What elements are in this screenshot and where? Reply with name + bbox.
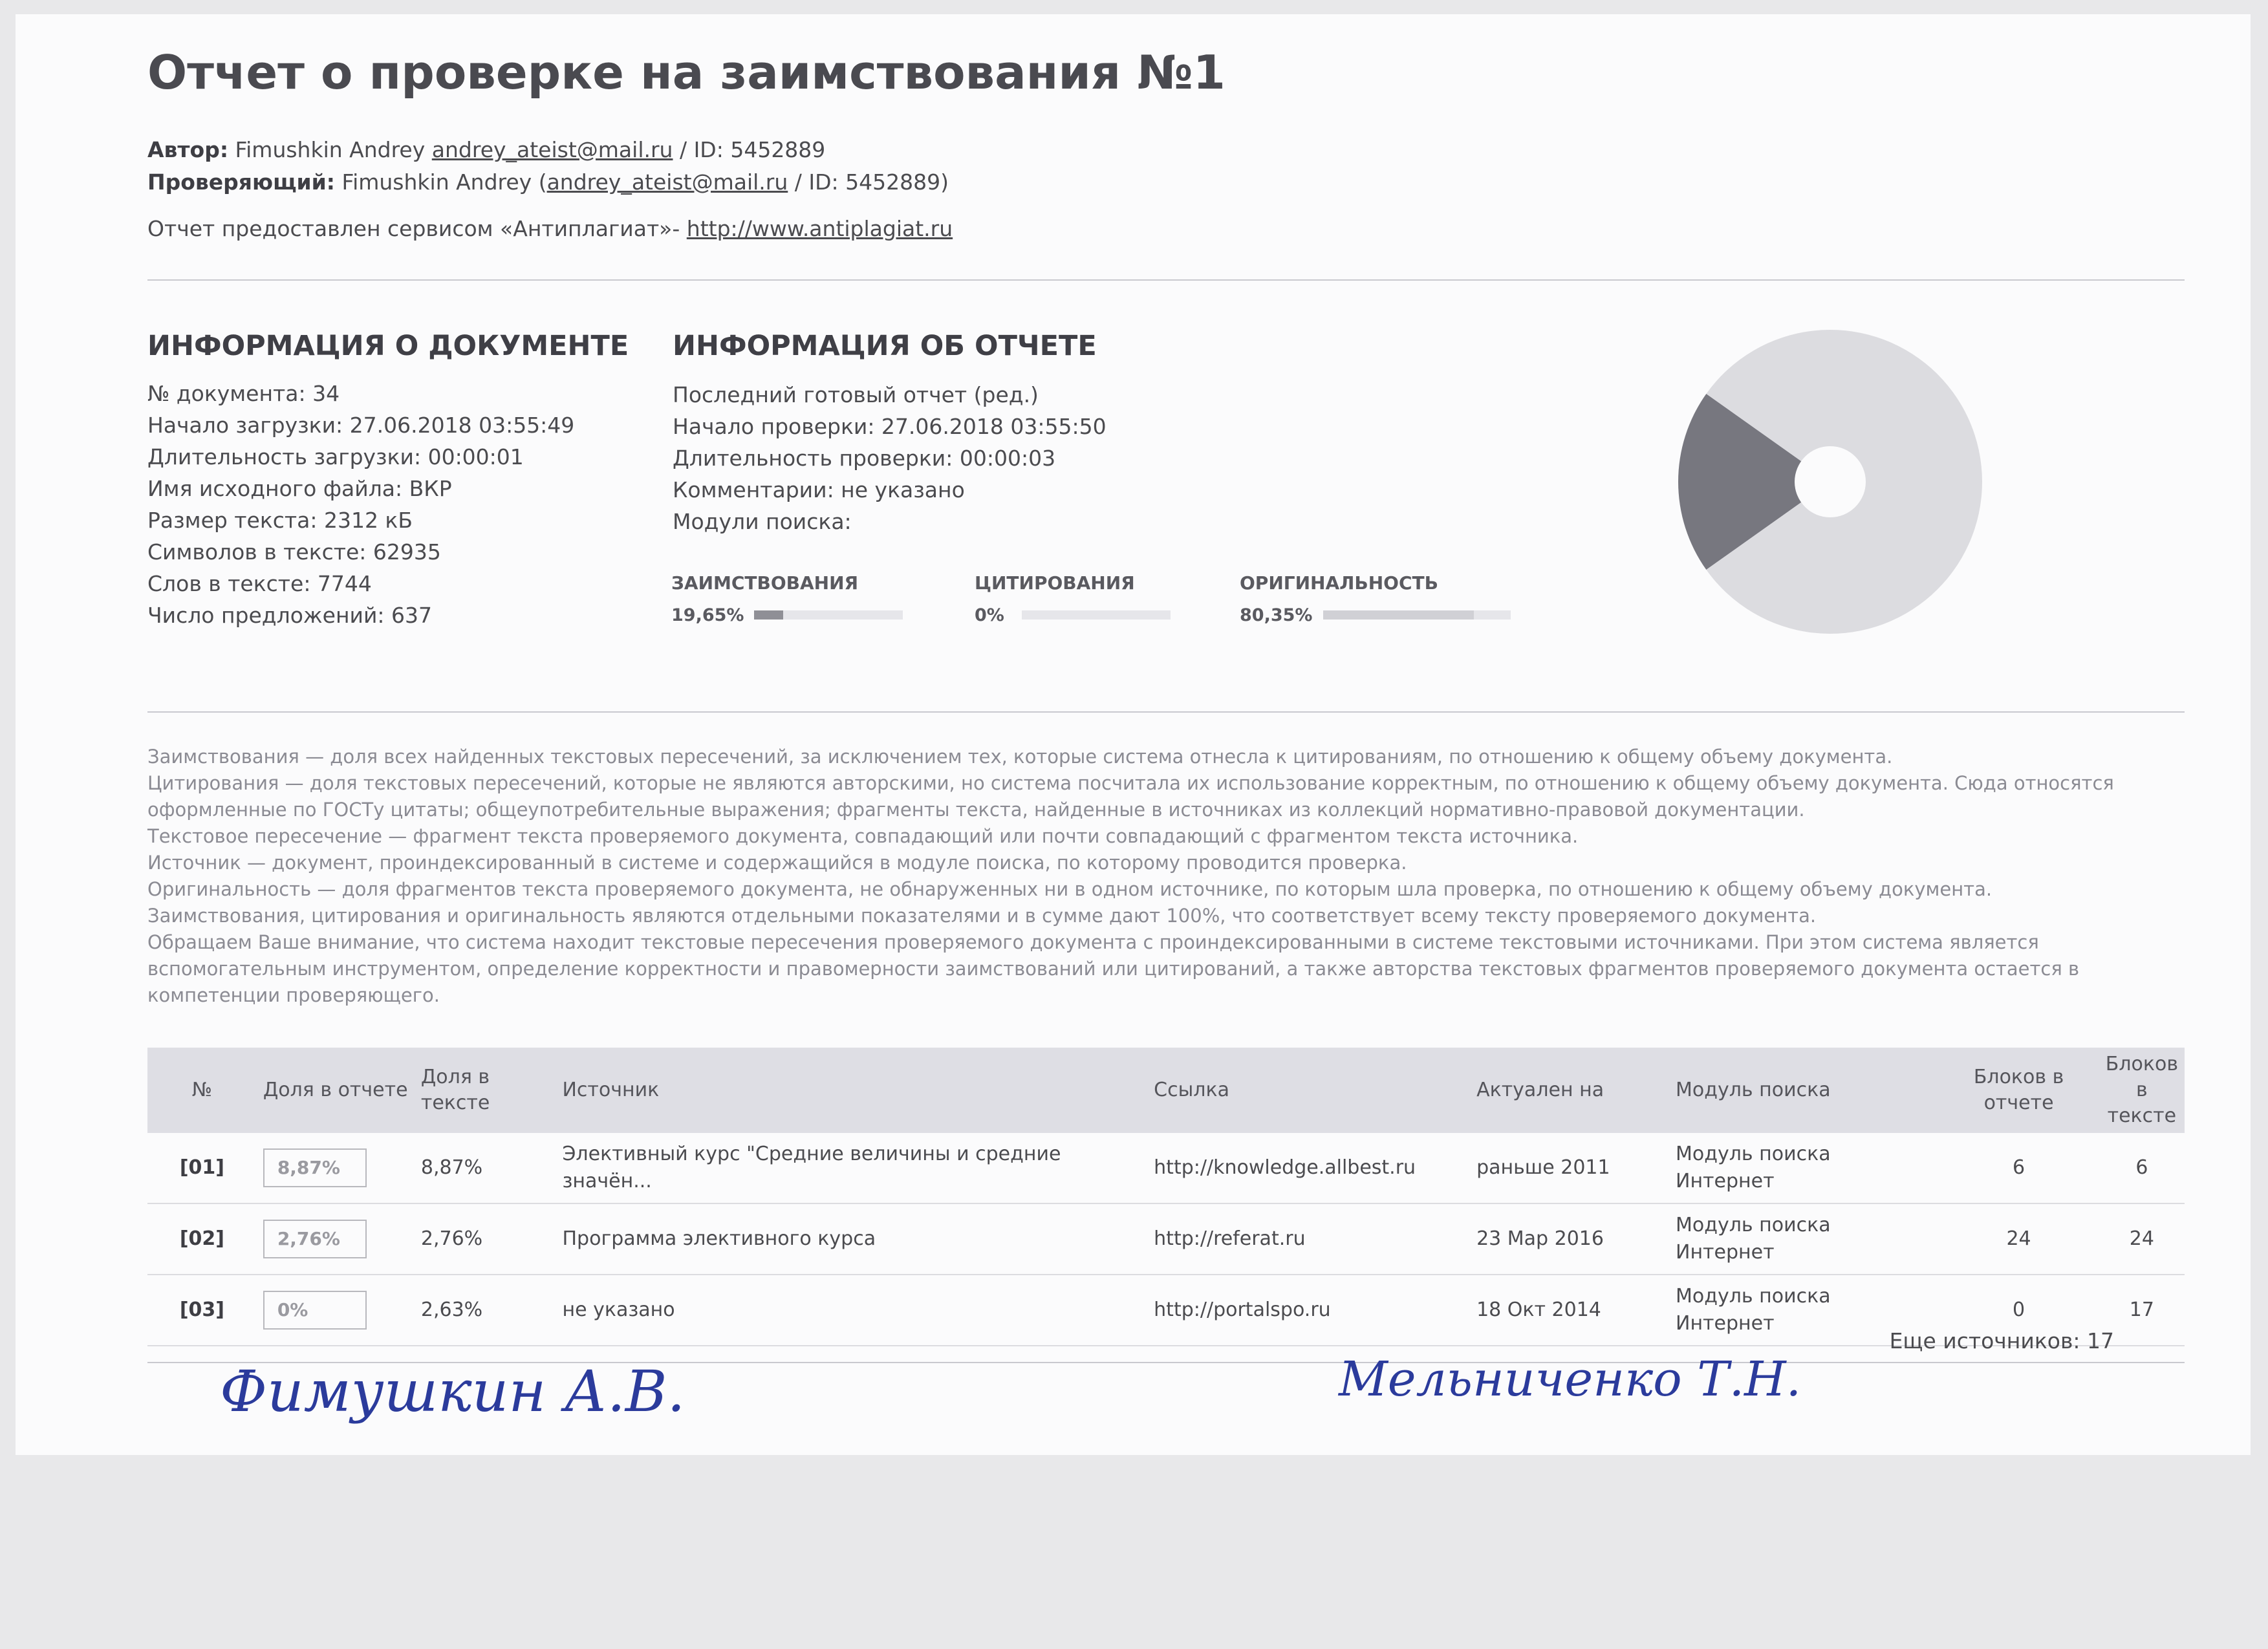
author-line [147,137,825,162]
more-sources-count: Еще источников: 17 [1889,1328,2114,1353]
definition-borrowing: Заимствования — доля всех найденных текстовых пересечений, за исключением тех, которые система отнесла к цитированиям, по отношению к общему объему документа. [147,746,1893,768]
row-num: [01] [147,1133,257,1203]
reviewer-label: Проверяющий: [147,169,335,195]
reviewer-line [147,169,949,195]
service-text: Отчет предоставлен сервисом «Антиплагиат»- [147,216,680,241]
row-blocks-report: 6 [1938,1133,2099,1203]
row-blocks-text: 24 [2099,1203,2185,1275]
doc-info-line: Слов в тексте: 7744 [147,571,372,596]
report-info-list [673,379,1107,537]
definition-sum: Заимствования, цитирования и оригинальность являются отдельными показателями и в сумме дают 100%, что соответствует всему тексту проверяемого документа. [147,905,1817,927]
row-share-report [257,1133,415,1203]
report-info-line: Начало проверки: 27.06.2018 03:55:50 [673,414,1107,439]
row-date: 23 Мар 2016 [1470,1203,1669,1275]
doc-info-line: Размер текста: 2312 кБ [147,508,413,533]
doc-info-heading: ИНФОРМАЦИЯ О ДОКУМЕНТЕ [147,330,629,362]
originality-donut-chart [1669,323,1992,640]
row-date: 18 Окт 2014 [1470,1275,1669,1346]
row-num: [02] [147,1203,257,1275]
definitions-block [147,744,2185,1009]
row-source: Программа элективного курса [556,1203,1147,1275]
row-share-text: 2,63% [415,1275,556,1346]
row-blocks-text: 6 [2099,1133,2185,1203]
row-module: Модуль поиска Интернет [1669,1275,1938,1346]
definition-overlap: Текстовое пересечение — фрагмент текста проверяемого документа, совпадающий или почти совпадающий с фрагментом текста источника. [147,825,1579,847]
table-row[interactable] [147,1133,2185,1203]
col-header-date: Актуален на [1470,1048,1669,1133]
share-report-box: 2,76% [263,1220,367,1258]
row-blocks-text: 17 [2099,1275,2185,1346]
metric-citation-bar [1022,610,1171,620]
metric-borrowing-label: ЗАИМСТВОВАНИЯ [671,572,859,594]
doc-info-line: Символов в тексте: 62935 [147,539,441,565]
service-url-link[interactable]: http://www.antiplagiat.ru [686,216,953,241]
col-header-blocks-report: Блоков в отчете [1938,1048,2099,1133]
row-link[interactable]: http://portalspo.ru [1147,1275,1470,1346]
row-share-report [257,1203,415,1275]
row-module: Модуль поиска Интернет [1669,1203,1938,1275]
row-source: не указано [556,1275,1147,1346]
metric-borrowing-value: 19,65% [671,605,744,625]
share-report-box: 0% [263,1291,367,1330]
definition-notice: Обращаем Ваше внимание, что система находит текстовые пересечения проверяемого документа с проиндексированными в системе текстовыми источниками. При этом система является вспомогательным инструментом, определение корректности и правомерности заимствований или цитирований, а также авторства текстовых фрагментов проверяемого документа остается в компетенции проверяющего. [147,931,2080,1006]
row-link[interactable]: http://referat.ru [1147,1203,1470,1275]
col-header-link: Ссылка [1147,1048,1470,1133]
signature-left: Фимушкин А.В. [220,1358,686,1425]
doc-info-line: Начало загрузки: 27.06.2018 03:55:49 [147,413,575,438]
report-info-line: Длительность проверки: 00:00:03 [673,446,1056,471]
metric-citation-label: ЦИТИРОВАНИЯ [975,572,1135,594]
doc-info-line: № документа: 34 [147,381,340,406]
doc-info-line: Имя исходного файла: ВКР [147,476,452,501]
author-name: Fimushkin Andrey [235,137,426,162]
share-report-box: 8,87% [263,1148,367,1187]
row-blocks-report: 24 [1938,1203,2099,1275]
col-header-source: Источник [556,1048,1147,1133]
author-label: Автор: [147,137,229,162]
metric-originality-value: 80,35% [1240,605,1313,625]
table-row[interactable] [147,1203,2185,1275]
sources-table [147,1048,2185,1346]
donut-hole [1795,446,1866,517]
metric-citation-value: 0% [975,605,1004,625]
table-row[interactable] [147,1275,2185,1346]
col-header-num: № [147,1048,257,1133]
row-module: Модуль поиска Интернет [1669,1133,1938,1203]
divider-top [147,279,2185,281]
metric-borrowing-bar-fill [754,610,783,620]
metric-originality-label: ОРИГИНАЛЬНОСТЬ [1240,572,1438,594]
col-header-share-text: Доля в тексте [415,1048,556,1133]
definition-originality: Оригинальность — доля фрагментов текста проверяемого документа, не обнаруженных ни в одном источнике, по которым шла проверка, по отношению к общему объему документа. [147,878,1993,900]
author-id: / ID: 5452889 [679,137,826,162]
reviewer-id: / ID: 5452889) [794,169,949,195]
page-title: Отчет о проверке на заимствования №1 [147,45,1226,100]
reviewer-name: Fimushkin Andrey ( [341,169,547,195]
col-header-blocks-text: Блоков в тексте [2099,1048,2185,1133]
row-num: [03] [147,1275,257,1346]
doc-info-list [147,378,574,631]
report-info-line: Комментарии: не указано [673,477,965,502]
definition-citation: Цитирования — доля текстовых пересечений, которые не являются авторскими, но система посчитала их использование корректным, по отношению к общему объему документа. Сюда относятся оформленные по ГОСТу цитаты; общеупотребительные выражения; фрагменты текста, найденные в источниках из коллекций нормативно-правовой документации. [147,772,2114,821]
row-link[interactable]: http://knowledge.allbest.ru [1147,1133,1470,1203]
row-source: Элективный курс "Средние величины и средние значён... [556,1133,1147,1203]
doc-info-line: Число предложений: 637 [147,603,433,628]
row-blocks-report: 0 [1938,1275,2099,1346]
table-header-row [147,1048,2185,1133]
row-date: раньше 2011 [1470,1133,1669,1203]
row-share-report [257,1275,415,1346]
row-share-text: 2,76% [415,1203,556,1275]
doc-info-line: Длительность загрузки: 00:00:01 [147,444,524,469]
col-header-share-report: Доля в отчете [257,1048,415,1133]
col-header-module: Модуль поиска [1669,1048,1938,1133]
metric-originality-bar-fill [1323,610,1474,620]
reviewer-email-link[interactable]: andrey_ateist@mail.ru [546,169,788,195]
report-info-line: Модули поиска: [673,509,852,534]
signature-right: Мельниченко Т.Н. [1339,1352,1802,1407]
report-info-heading: ИНФОРМАЦИЯ ОБ ОТЧЕТЕ [673,330,1097,362]
definition-source: Источник — документ, проиндексированный в системе и содержащийся в модуле поиска, по которому проводится проверка. [147,852,1407,874]
report-info-line: Последний готовый отчет (ред.) [673,382,1039,407]
author-email-link[interactable]: andrey_ateist@mail.ru [431,137,673,162]
service-line [147,216,953,241]
row-share-text: 8,87% [415,1133,556,1203]
divider-middle [147,711,2185,713]
